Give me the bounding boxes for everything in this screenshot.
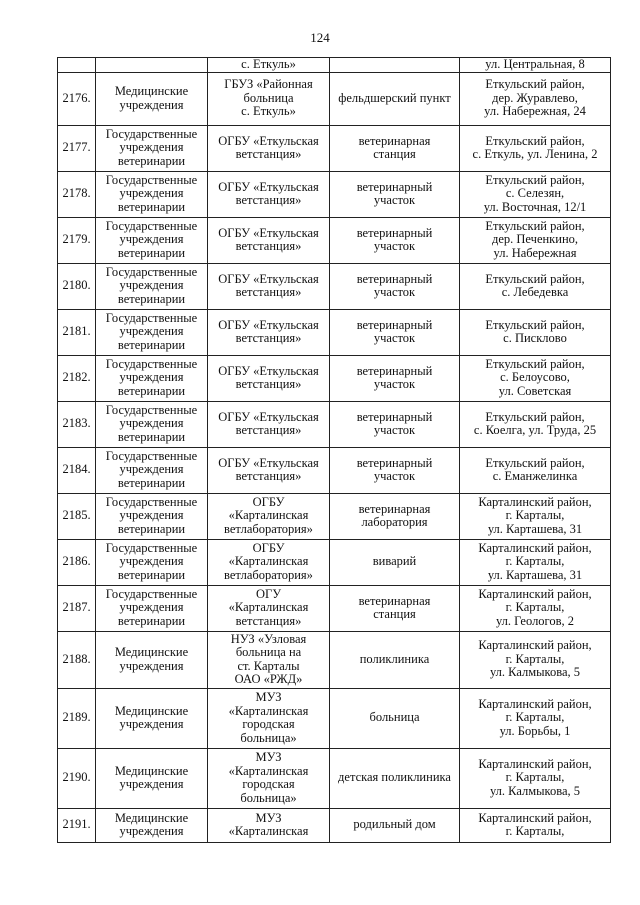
table-row	[58, 493, 611, 539]
cell-organization: ОГБУ «Еткульская ветстанция»	[208, 217, 330, 263]
cell-type: Государственные учреждения ветеринарии	[96, 493, 208, 539]
cell-address: Еткульский район, с. Белоусово, ул. Советская	[460, 355, 611, 401]
registry-table-body	[58, 58, 611, 843]
cell-facility: больница	[330, 688, 460, 748]
cell-organization: ГБУЗ «Районная больница с. Еткуль»	[208, 72, 330, 125]
table-row	[58, 72, 611, 125]
cell-type	[96, 58, 208, 73]
cell-facility: ветеринарный участок	[330, 217, 460, 263]
page-number: 124	[310, 30, 330, 45]
cell-number: 2177.	[58, 125, 96, 171]
cell-number: 2182.	[58, 355, 96, 401]
cell-organization: ОГБУ «Еткульская ветстанция»	[208, 447, 330, 493]
table-row	[58, 401, 611, 447]
table-row	[58, 355, 611, 401]
table-row	[58, 808, 611, 842]
cell-type: Медицинские учреждения	[96, 688, 208, 748]
cell-organization: НУЗ «Узловая больница на ст. Карталы ОАО «РЖД»	[208, 631, 330, 688]
table-row	[58, 748, 611, 808]
cell-organization: ОГБУ «Еткульская ветстанция»	[208, 309, 330, 355]
cell-organization: ОГУ «Карталинская ветстанция»	[208, 585, 330, 631]
table-row	[58, 171, 611, 217]
cell-facility: ветеринарный участок	[330, 447, 460, 493]
cell-organization: МУЗ «Карталинская	[208, 808, 330, 842]
cell-type: Медицинские учреждения	[96, 72, 208, 125]
cell-organization: ОГБУ «Карталинская ветлаборатория»	[208, 493, 330, 539]
cell-organization: ОГБУ «Еткульская ветстанция»	[208, 171, 330, 217]
cell-facility: поликлиника	[330, 631, 460, 688]
cell-organization: ОГБУ «Еткульская ветстанция»	[208, 263, 330, 309]
cell-address: Еткульский район, дер. Печенкино, ул. Набережная	[460, 217, 611, 263]
cell-facility: родильный дом	[330, 808, 460, 842]
table-row	[58, 585, 611, 631]
cell-facility: ветеринарный участок	[330, 355, 460, 401]
cell-facility: ветеринарный участок	[330, 401, 460, 447]
table-row	[58, 447, 611, 493]
table-row	[58, 217, 611, 263]
cell-facility: ветеринарный участок	[330, 263, 460, 309]
cell-address: Карталинский район, г. Карталы, ул. Борьбы, 1	[460, 688, 611, 748]
cell-type: Медицинские учреждения	[96, 808, 208, 842]
cell-type: Государственные учреждения ветеринарии	[96, 217, 208, 263]
table-row	[58, 631, 611, 688]
table-row	[58, 688, 611, 748]
cell-facility: фельдшерский пункт	[330, 72, 460, 125]
cell-organization: ОГБУ «Карталинская ветлаборатория»	[208, 539, 330, 585]
cell-facility: ветеринарная станция	[330, 585, 460, 631]
cell-number: 2187.	[58, 585, 96, 631]
cell-type: Государственные учреждения ветеринарии	[96, 355, 208, 401]
cell-type: Государственные учреждения ветеринарии	[96, 539, 208, 585]
cell-type: Государственные учреждения ветеринарии	[96, 171, 208, 217]
cell-number: 2184.	[58, 447, 96, 493]
cell-facility	[330, 58, 460, 73]
cell-facility: ветеринарная станция	[330, 125, 460, 171]
cell-number: 2190.	[58, 748, 96, 808]
cell-organization: ОГБУ «Еткульская ветстанция»	[208, 355, 330, 401]
cell-address: Карталинский район, г. Карталы, ул. Карташева, 31	[460, 539, 611, 585]
cell-facility: ветеринарный участок	[330, 309, 460, 355]
cell-address: Карталинский район, г. Карталы, ул. Калмыкова, 5	[460, 631, 611, 688]
cell-number: 2188.	[58, 631, 96, 688]
table-row	[58, 125, 611, 171]
cell-number: 2185.	[58, 493, 96, 539]
cell-number: 2179.	[58, 217, 96, 263]
cell-address: Еткульский район, дер. Журавлево, ул. Набережная, 24	[460, 72, 611, 125]
cell-organization: МУЗ «Карталинская городская больница»	[208, 688, 330, 748]
cell-type: Государственные учреждения ветеринарии	[96, 401, 208, 447]
cell-facility: детская поликлиника	[330, 748, 460, 808]
cell-facility: виварий	[330, 539, 460, 585]
cell-organization: ОГБУ «Еткульская ветстанция»	[208, 401, 330, 447]
cell-organization: с. Еткуль»	[208, 58, 330, 73]
cell-address: Карталинский район, г. Карталы, ул. Геологов, 2	[460, 585, 611, 631]
table-row	[58, 309, 611, 355]
cell-number: 2178.	[58, 171, 96, 217]
cell-organization: МУЗ «Карталинская городская больница»	[208, 748, 330, 808]
cell-type: Государственные учреждения ветеринарии	[96, 447, 208, 493]
cell-number: 2181.	[58, 309, 96, 355]
cell-organization: ОГБУ «Еткульская ветстанция»	[208, 125, 330, 171]
cell-address: Еткульский район, с. Лебедевка	[460, 263, 611, 309]
cell-type: Государственные учреждения ветеринарии	[96, 263, 208, 309]
cell-address: ул. Центральная, 8	[460, 58, 611, 73]
cell-type: Государственные учреждения ветеринарии	[96, 585, 208, 631]
cell-facility: ветеринарная лаборатория	[330, 493, 460, 539]
table-row	[58, 539, 611, 585]
cell-address: Карталинский район, г. Карталы, ул. Карташева, 31	[460, 493, 611, 539]
cell-address: Карталинский район, г. Карталы, ул. Калмыкова, 5	[460, 748, 611, 808]
cell-number: 2189.	[58, 688, 96, 748]
cell-address: Еткульский район, с. Селезян, ул. Восточная, 12/1	[460, 171, 611, 217]
cell-type: Государственные учреждения ветеринарии	[96, 309, 208, 355]
cell-type: Медицинские учреждения	[96, 631, 208, 688]
cell-number: 2176.	[58, 72, 96, 125]
cell-address: Еткульский район, с. Писклово	[460, 309, 611, 355]
cell-facility: ветеринарный участок	[330, 171, 460, 217]
registry-table	[57, 57, 611, 843]
table-row	[58, 263, 611, 309]
cell-number: 2191.	[58, 808, 96, 842]
cell-address: Еткульский район, с. Еманжелинка	[460, 447, 611, 493]
continuation-row	[58, 58, 611, 73]
cell-address: Карталинский район, г. Карталы,	[460, 808, 611, 842]
cell-number: 2183.	[58, 401, 96, 447]
cell-address: Еткульский район, с. Коелга, ул. Труда, 25	[460, 401, 611, 447]
cell-number	[58, 58, 96, 73]
cell-type: Медицинские учреждения	[96, 748, 208, 808]
cell-type: Государственные учреждения ветеринарии	[96, 125, 208, 171]
cell-number: 2180.	[58, 263, 96, 309]
cell-address: Еткульский район, с. Еткуль, ул. Ленина, 2	[460, 125, 611, 171]
cell-number: 2186.	[58, 539, 96, 585]
